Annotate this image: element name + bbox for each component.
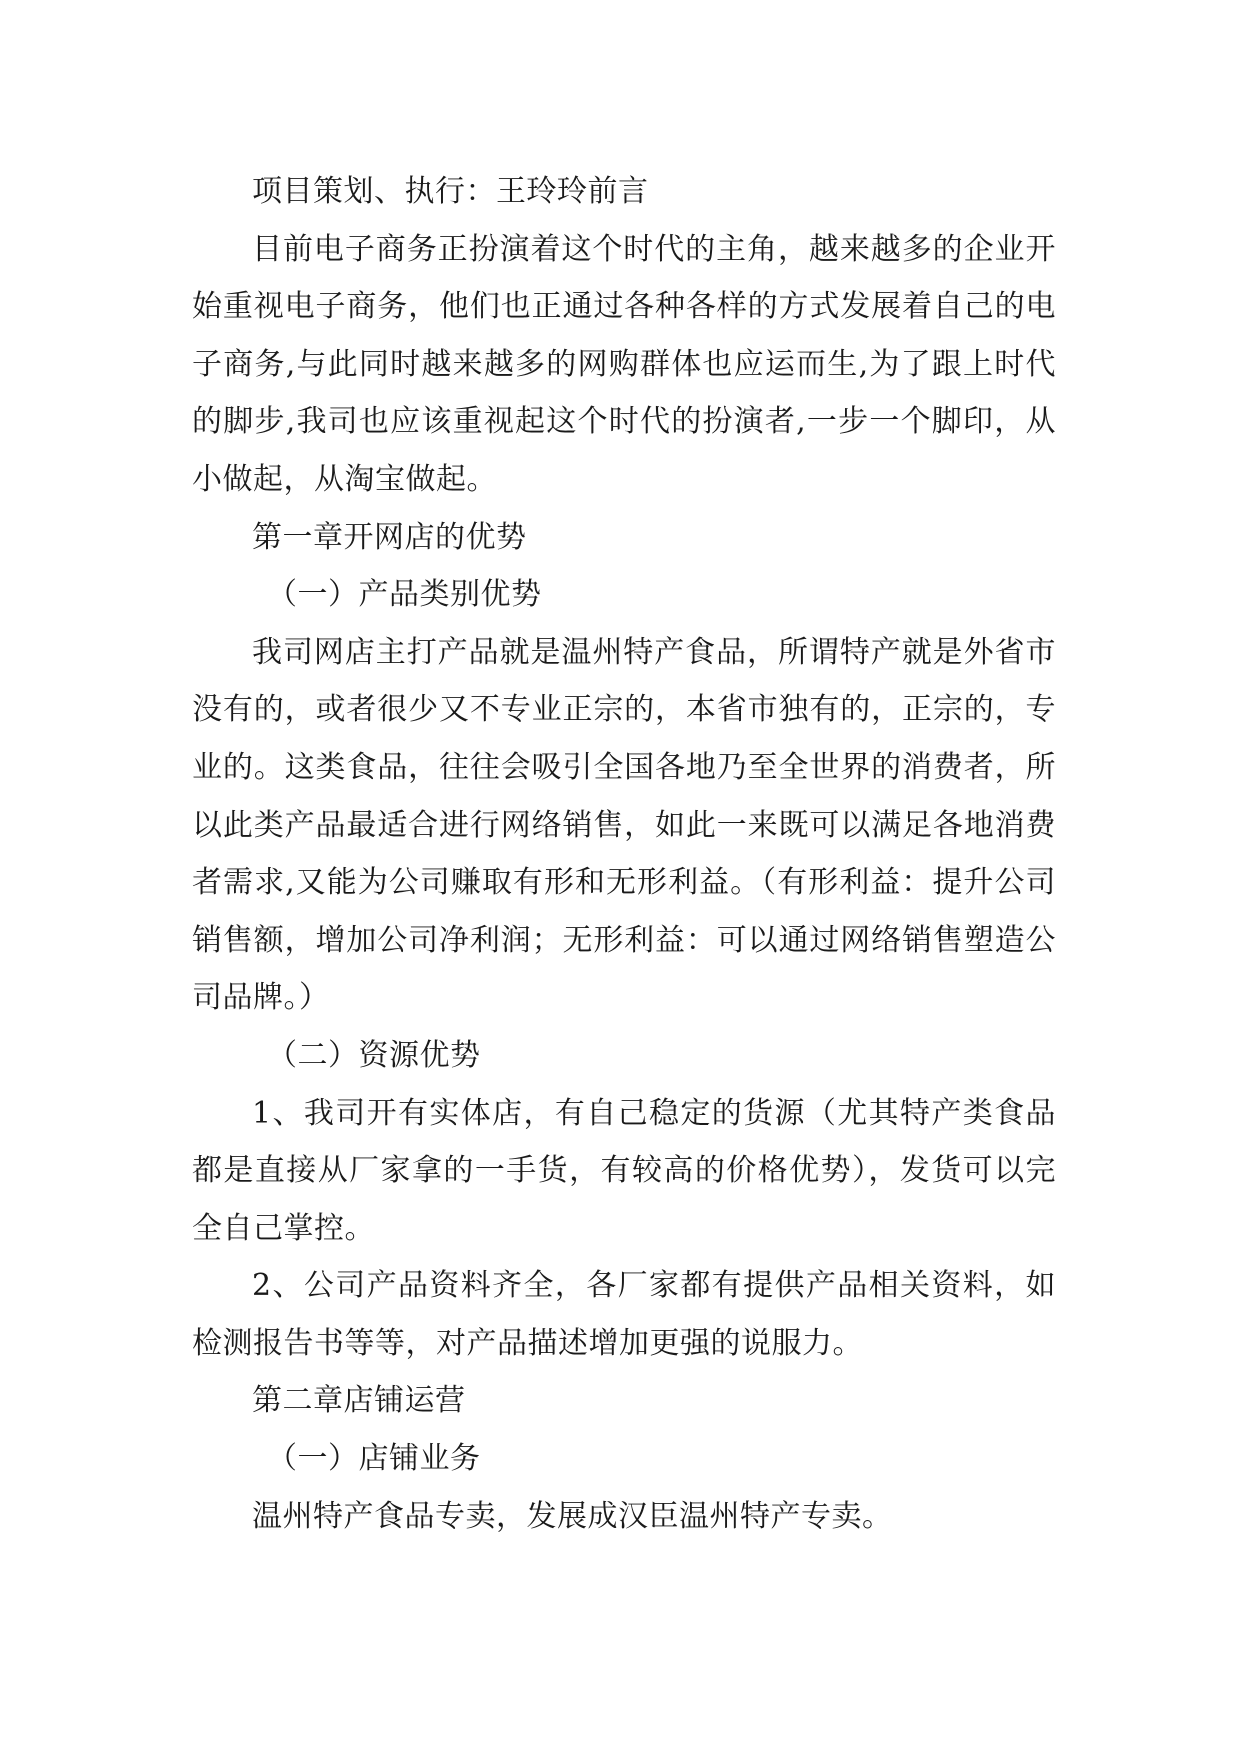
intro-title: 项目策划、执行：王玲玲前言 xyxy=(252,174,649,209)
section-1-2-item-2: 2、公司产品资料齐全，各厂家都有提供产品相关资料，如检测报告书等等，对产品描述增加更强的说服力。 xyxy=(192,1268,1056,1361)
chapter-2-title: 第二章店铺运营 xyxy=(252,1383,466,1419)
section-1-2-item-1: 1、我司开有实体店，有自己稳定的货源（尤其特产类食品都是直接从厂家拿的一手货，有较高的价格优势），发货可以完全自己掌控。 xyxy=(192,1095,1056,1246)
section-1-1-title: （一）产品类别优势 xyxy=(267,577,542,613)
section-2-1-title: （一）店铺业务 xyxy=(267,1441,481,1477)
document-body xyxy=(192,163,1056,1545)
section-2-1-paragraph: 温州特产食品专卖，发展成汉臣温州特产专卖。 xyxy=(252,1498,893,1534)
intro-paragraph: 目前电子商务正扮演着这个时代的主角，越来越多的企业开始重视电子商务，他们也正通过各种各样的方式发展着自己的电子商务,与此同时越来越多的网购群体也应运而生,为了跟上时代的脚步,我司也应该重视起这个时代的扮演者,一步一个脚印，从小做起，从淘宝做起。 xyxy=(192,231,1056,497)
section-1-2-title: （二）资源优势 xyxy=(267,1037,481,1073)
chapter-1-title: 第一章开网店的优势 xyxy=(252,519,527,555)
section-1-1-paragraph: 我司网店主打产品就是温州特产食品，所谓特产就是外省市没有的，或者很少又不专业正宗的，本省市独有的，正宗的，专业的。这类食品，往往会吸引全国各地乃至全世界的消费者，所以此类产品最适合进行网络销售，如此一来既可以满足各地消费者需求,又能为公司赚取有形和无形利益。（有形利益：提升公司销售额，增加公司净利润；无形利益：可以通过网络销售塑造公司品牌。） xyxy=(192,634,1056,1016)
